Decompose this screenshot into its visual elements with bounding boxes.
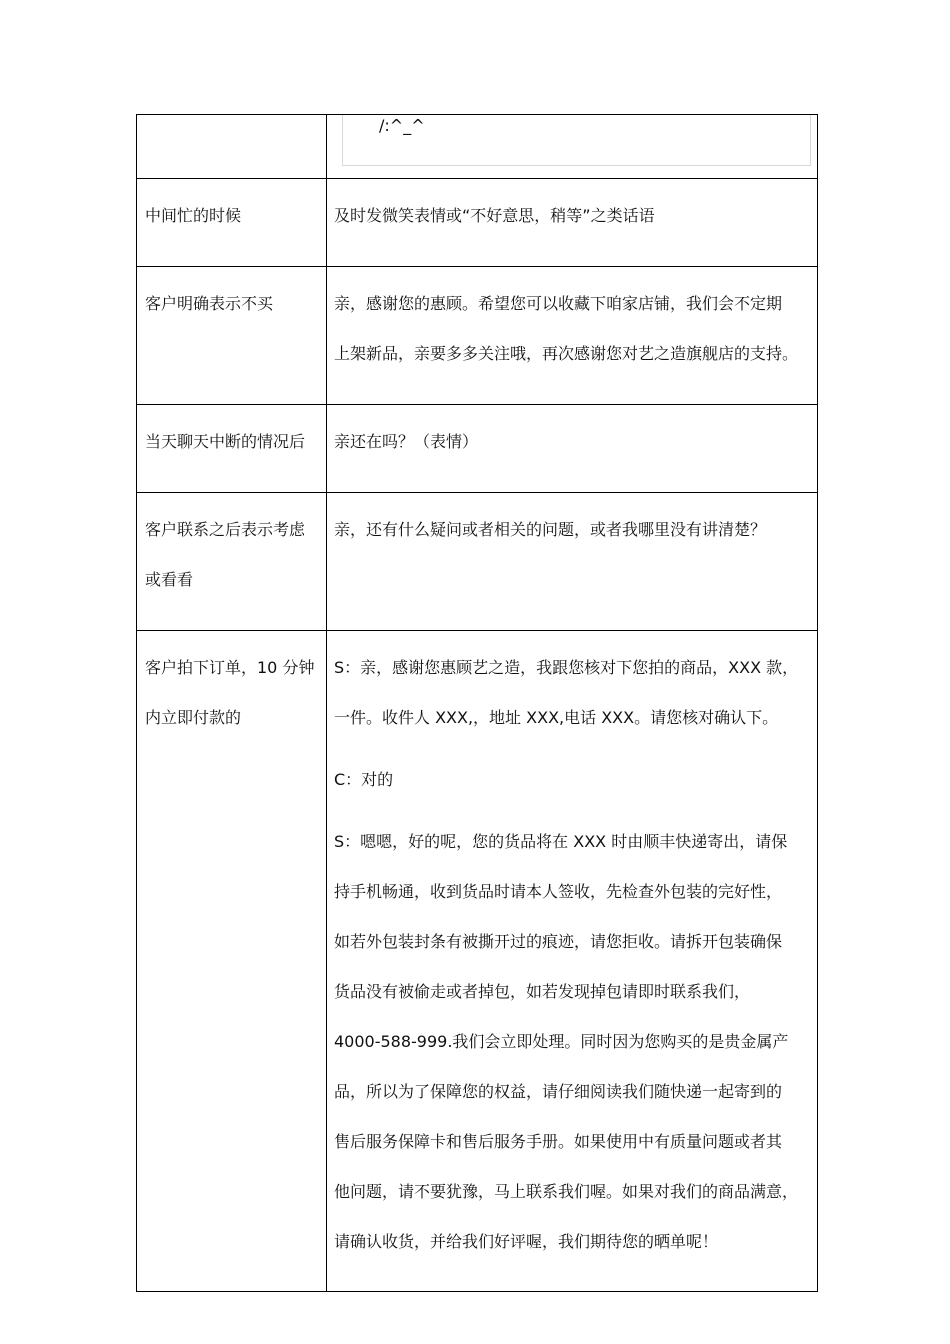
scenario-text: 中间忙的时候 — [145, 206, 242, 225]
reply-cell — [327, 493, 818, 631]
reply-cell — [327, 115, 818, 179]
scenario-line: 客户联系之后表示考虑 — [145, 520, 306, 539]
reply-line: 如若外包装封条有被撕开过的痕迹，请您拒收。请拆开包装确保 — [334, 932, 783, 951]
table-row — [137, 115, 818, 179]
reply-text: 及时发微笑表情或“不好意思，稍等”之类话语 — [334, 206, 655, 225]
scenario-line: 或看看 — [145, 570, 194, 589]
reply-cell — [327, 267, 818, 405]
reply-cell — [327, 631, 818, 1292]
scenario-line: 内立即付款的 — [145, 708, 242, 727]
scenario-cell — [137, 631, 327, 1292]
reply-line: 请确认收货，并给我们好评喔，我们期待您的晒单呢！ — [334, 1232, 719, 1251]
reply-text: 亲，还有什么疑问或者相关的问题，或者我哪里没有讲清楚？ — [334, 520, 767, 539]
scenario-cell — [137, 179, 327, 267]
reply-text: 亲还在吗？（表情） — [334, 432, 479, 451]
reply-line: S：嗯嗯，好的呢，您的货品将在 XXX 时由顺丰快递寄出，请保 — [334, 832, 788, 851]
reply-line: 一件。收件人 XXX,，地址 XXX,电话 XXX。请您核对确认下。 — [334, 708, 779, 727]
scenario-cell — [137, 405, 327, 493]
emoji-text: /:^_^ — [379, 116, 425, 135]
reply-line: 4000-588-999.我们会立即处理。同时因为您购买的是贵金属产 — [334, 1032, 789, 1051]
reply-line: C：对的 — [334, 770, 394, 789]
scenario-text: 客户明确表示不买 — [145, 294, 274, 313]
scenario-cell — [137, 267, 327, 405]
scenario-line: 客户拍下订单，10 分钟 — [145, 658, 315, 677]
reply-line: 售后服务保障卡和售后服务手册。如果使用中有质量问题或者其 — [334, 1132, 783, 1151]
scenario-cell — [137, 493, 327, 631]
reply-line: 品，所以为了保障您的权益，请仔细阅读我们随快递一起寄到的 — [334, 1082, 783, 1101]
scenario-cell — [137, 115, 327, 179]
reply-line: S：亲，感谢您惠顾艺之造，我跟您核对下您拍的商品，XXX 款， — [334, 658, 799, 677]
table-row — [137, 267, 818, 405]
scenario-text: 当天聊天中断的情况后 — [145, 432, 306, 451]
table-row — [137, 493, 818, 631]
reply-cell — [327, 179, 818, 267]
reply-line: 持手机畅通，收到货品时请本人签收，先检查外包装的完好性， — [334, 882, 783, 901]
reply-line: 亲，感谢您的惠顾。希望您可以收藏下咱家店铺，我们会不定期 — [334, 294, 783, 313]
reply-line: 上架新品，亲要多多关注哦，再次感谢您对艺之造旗舰店的支持。 — [334, 344, 799, 363]
reply-cell — [327, 405, 818, 493]
reply-line: 他问题，请不要犹豫，马上联系我们喔。如果对我们的商品满意， — [334, 1182, 799, 1201]
table-row — [137, 631, 818, 1292]
table-row — [137, 179, 818, 267]
emoji-chat-box — [342, 115, 811, 166]
reply-line: 货品没有被偷走或者掉包，如若发现掉包请即时联系我们， — [334, 982, 751, 1001]
customer-service-script-table — [136, 114, 818, 1292]
table-row — [137, 405, 818, 493]
